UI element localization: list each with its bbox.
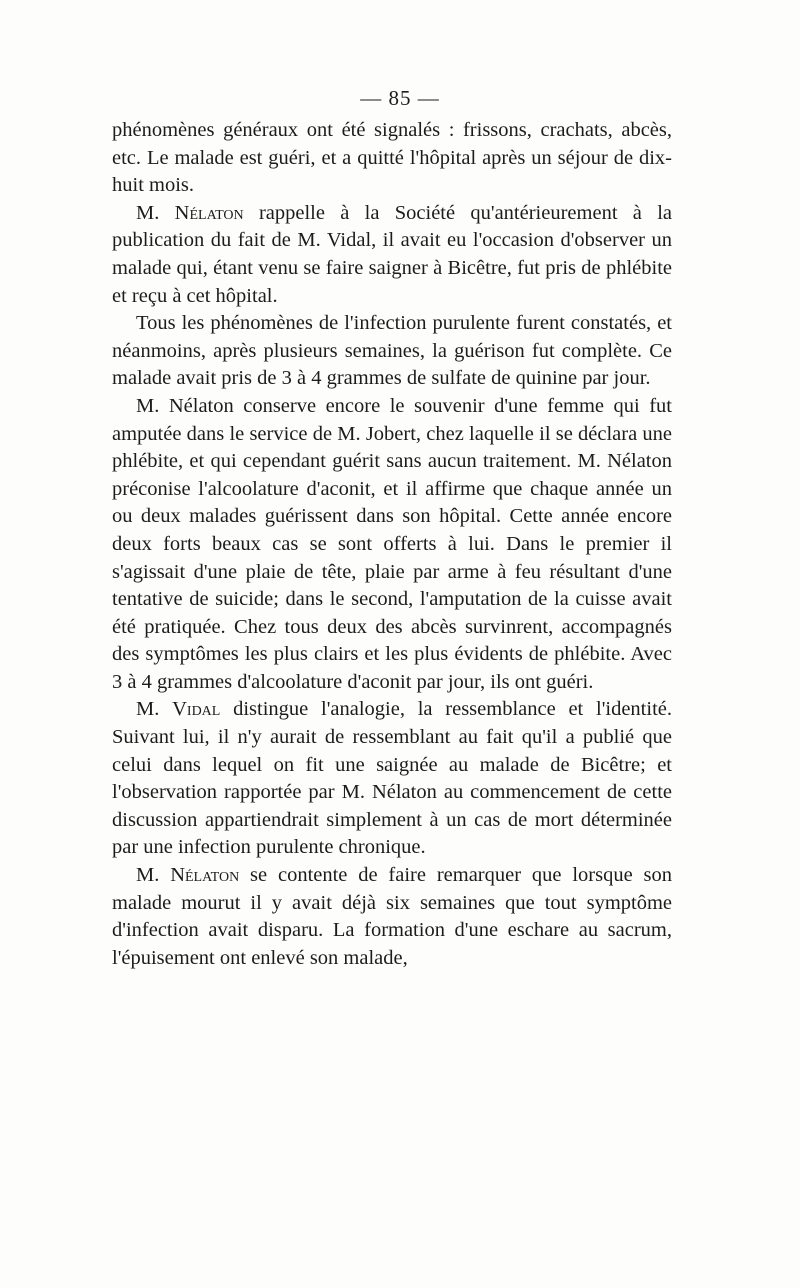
speaker-name: Nélaton [170,864,240,887]
paragraph-1 [112,117,672,200]
paragraph-3 [112,310,672,393]
text-run: se contente de faire remarquer que lorsque son malade mourut il y avait déjà six semaines que tout symptôme d'infection avait disparu. La formation d'une eschare au sacrum, l'épuisement ont enlevé son malade, [112,864,672,969]
text-run: phénomènes généraux ont été signalés : frissons, crachats, abcès, etc. Le malade est guéri, et a quitté l'hôpital après un séjour de dix-huit mois. [112,119,672,197]
text-run: M. [136,864,171,887]
text-run: Tous les phénomènes de l'infection purulente furent constatés, et néanmoins, après plusieurs semaines, la guérison fut complète. Ce malade avait pris de 3 à 4 grammes de sulfate de quinine par jour. [112,312,672,390]
speaker-name: Vidal [172,698,221,721]
page-number: — 85 — [360,86,440,110]
body-text [112,117,672,972]
paragraph-6 [112,862,672,972]
text-run: M. Nélaton conserve encore le souvenir d'une femme qui fut amputée dans le service de M. Jobert, chez laquelle il se déclara une phlébite, et qui cependant guérit sans aucun traitement. M. Nélaton préconise l'alcoolature d'aconit, et il affirme que chaque année un ou deux malades guérissent dans son hôpital. Cette année encore deux forts beaux cas se sont offerts à lui. Dans le premier il s'agissait d'une plaie de tête, plaie par arme à feu résultant d'une tentative de suicide; dans le second, l'amputation de la cuisse avait été pratiquée. Chez tous deux des abcès survinrent, accompagnés des symptômes les plus clairs et les plus évidents de phlébite. Avec 3 à 4 grammes d'alcoolature d'aconit par jour, ils ont guéri. [112,394,672,693]
speaker-name: Nélaton [174,201,244,224]
text-run: M. [136,201,175,224]
paragraph-2 [112,200,672,310]
text-run: distingue l'analogie, la ressemblance et l'identité. Suivant lui, il n'y aurait de ressemblant au fait qu'il a publié que celui dans lequel on fit une saignée au malade de Bicêtre; et l'observation rapportée par M. Nélaton au commencement de cette discussion appartiendrait simplement à un cas de mort déterminée par une infection purulente chronique. [112,698,672,859]
paragraph-5 [112,696,672,862]
paragraph-4 [112,393,672,697]
text-run: M. [136,698,173,721]
text-run: rappelle à la Société qu'antérieurement à la publication du fait de M. Vidal, il avait eu l'occasion d'observer un malade qui, étant venu se faire saigner à Bicêtre, fut pris de phlébite et reçu à cet hôpital. [112,201,672,307]
